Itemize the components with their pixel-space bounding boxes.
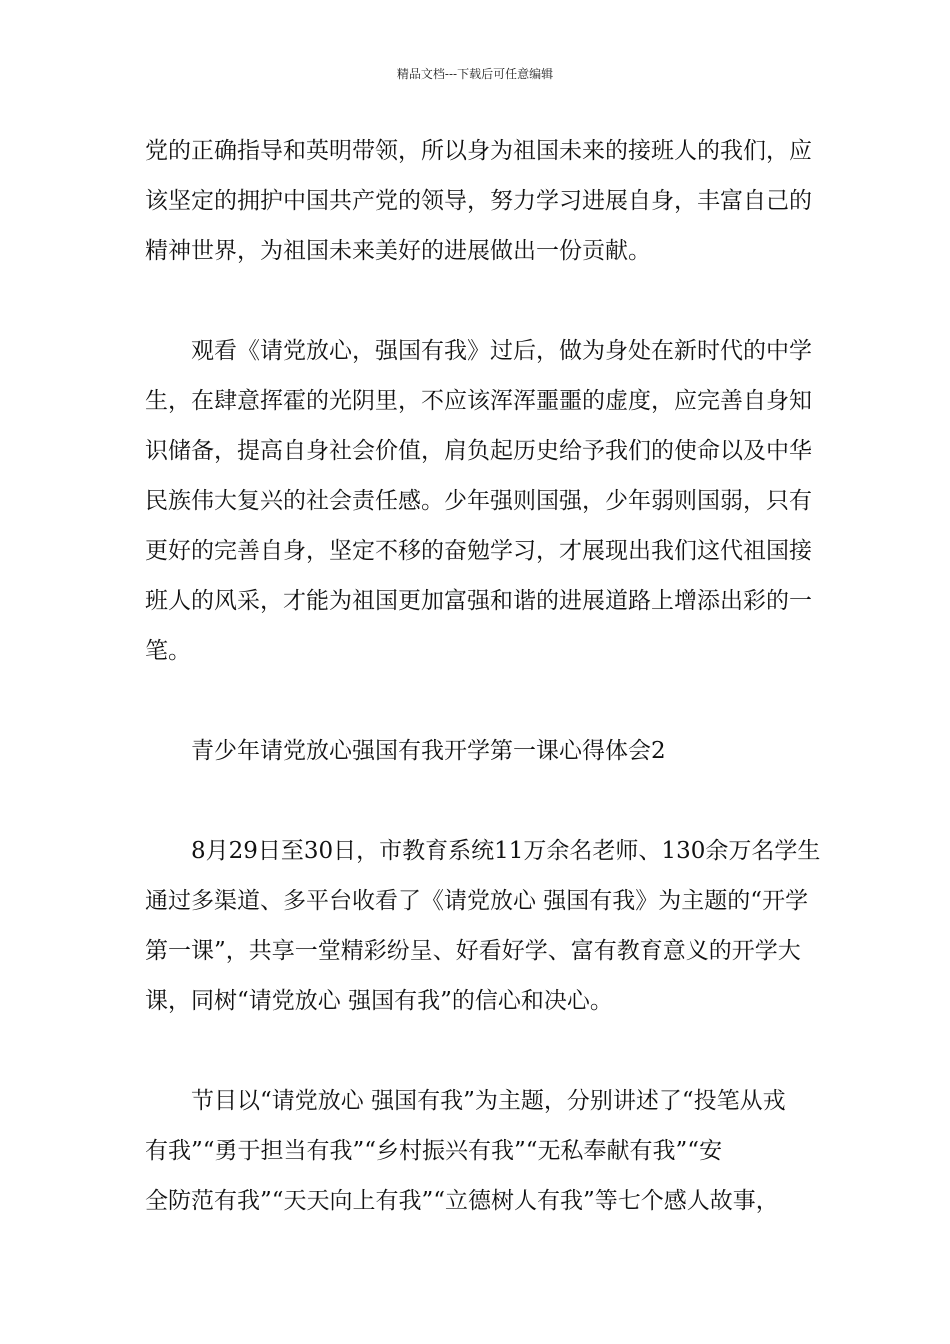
page-header: 精品文档---下载后可任意编辑 [396,67,554,81]
paragraph-3-line-4: 课，同树“请党放心 强国有我”的信心和决心。 [145,988,613,1014]
paragraph-2-line-1: 观看《请党放心，强国有我》过后，做为身处在新时代的中学 [191,338,812,364]
paragraph-2-line-3: 识储备，提高自身社会价值，肩负起历史给予我们的使命以及中华 [145,438,812,464]
paragraph-2-line-5: 更好的完善自身，坚定不移的奋勉学习，才展现出我们这代祖国接 [145,538,812,564]
paragraph-3-line-2: 通过多渠道、多平台收看了《请党放心 强国有我》为主题的“开学 [145,888,809,914]
paragraph-2-line-2: 生，在肆意挥霍的光阴里，不应该浑浑噩噩的虚度，应完善自身知 [145,388,812,414]
paragraph-1-line-3: 精神世界，为祖国未来美好的进展做出一份贡献。 [145,238,651,264]
paragraph-4-line-2: 有我”“勇于担当有我”“乡村振兴有我”“无私奉献有我”“安 [145,1138,723,1164]
paragraph-2-line-7: 笔。 [145,638,191,664]
paragraph-1-line-1: 党的正确指导和英明带领，所以身为祖国未来的接班人的我们，应 [145,138,812,164]
paragraph-2-line-6: 班人的风采，才能为祖国更加富强和谐的进展道路上增添出彩的一 [145,588,812,614]
paragraph-1-line-2: 该坚定的拥护中国共产党的领导，努力学习进展自身，丰富自己的 [145,188,812,214]
paragraph-4-line-3: 全防范有我”“天天向上有我”“立德树人有我”等七个感人故事， [145,1188,779,1214]
paragraph-2-line-4: 民族伟大复兴的社会责任感。少年强则国强，少年弱则国弱，只有 [145,488,812,514]
paragraph-3-line-3: 第一课”，共享一堂精彩纷呈、好看好学、富有教育意义的开学大 [145,938,801,964]
section-title: 青少年请党放心强国有我开学第一课心得体会2 [191,738,666,764]
paragraph-4-line-1: 节目以“请党放心 强国有我”为主题，分别讲述了“投笔从戎 [191,1088,786,1114]
paragraph-3-line-1: 8月29日至30日，市教育系统11万余名老师、130余万名学生 [191,838,821,864]
